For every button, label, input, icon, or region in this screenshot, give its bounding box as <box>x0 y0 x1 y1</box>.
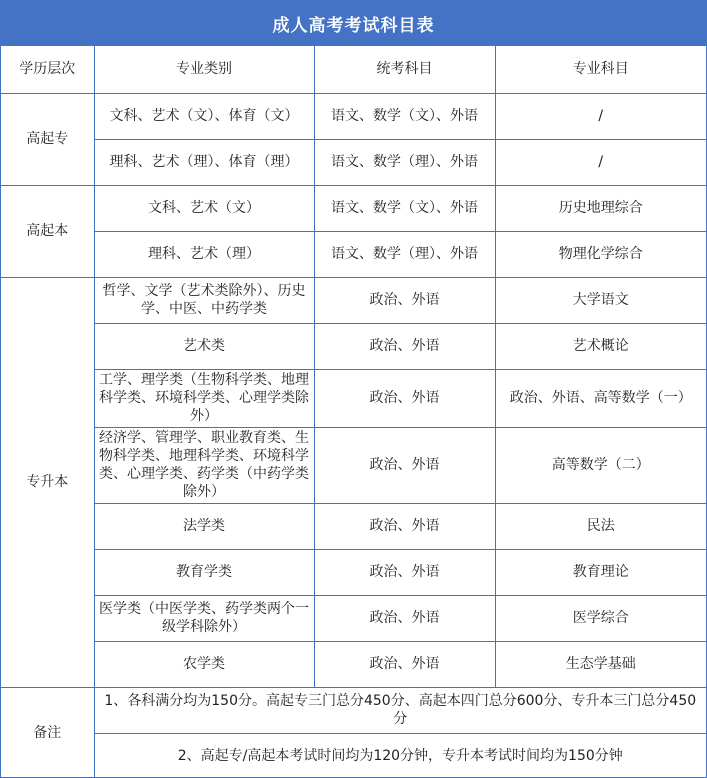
unified-cell: 政治、外语 <box>314 549 495 595</box>
level-cell: 专升本 <box>1 277 94 687</box>
major-cell: 艺术概论 <box>495 323 706 369</box>
category-cell: 文科、艺术（文）、体育（文） <box>94 93 314 139</box>
unified-cell: 政治、外语 <box>314 641 495 687</box>
category-cell: 理科、艺术（理）、体育（理） <box>94 139 314 185</box>
header-row <box>1 46 706 93</box>
table-row <box>1 323 706 369</box>
category-cell: 经济学、管理学、职业教育类、生物科学类、地理科学类、环境科学类、心理学类、药学类（中药学类除外） <box>94 427 314 503</box>
unified-cell: 政治、外语 <box>314 595 495 641</box>
major-cell: 医学综合 <box>495 595 706 641</box>
unified-cell: 语文、数学（文）、外语 <box>314 93 495 139</box>
notes-row <box>1 687 706 733</box>
table-row <box>1 595 706 641</box>
major-cell: 物理化学综合 <box>495 231 706 277</box>
major-cell: 大学语文 <box>495 277 706 323</box>
unified-cell: 政治、外语 <box>314 427 495 503</box>
major-cell: 教育理论 <box>495 549 706 595</box>
table-row <box>1 231 706 277</box>
major-cell: 政治、外语、高等数学（一） <box>495 369 706 427</box>
unified-cell: 政治、外语 <box>314 323 495 369</box>
category-cell: 医学类（中医学类、药学类两个一级学科除外） <box>94 595 314 641</box>
table-row <box>1 277 706 323</box>
table-row <box>1 641 706 687</box>
unified-cell: 政治、外语 <box>314 369 495 427</box>
category-cell: 哲学、文学（艺术类除外）、历史学、中医、中药学类 <box>94 277 314 323</box>
major-cell: 高等数学（二） <box>495 427 706 503</box>
level-cell: 高起本 <box>1 185 94 277</box>
table-title: 成人高考考试科目表 <box>1 1 706 46</box>
unified-cell: 语文、数学（文）、外语 <box>314 185 495 231</box>
unified-cell: 政治、外语 <box>314 277 495 323</box>
table-row <box>1 93 706 139</box>
category-cell: 工学、理学类（生物科学类、地理科学类、环境科学类、心理学类除外） <box>94 369 314 427</box>
category-cell: 法学类 <box>94 503 314 549</box>
notes-row <box>1 733 706 778</box>
subjects-table <box>1 46 706 778</box>
category-cell: 教育学类 <box>94 549 314 595</box>
major-cell: 历史地理综合 <box>495 185 706 231</box>
header-level: 学历层次 <box>1 46 94 93</box>
major-cell: / <box>495 93 706 139</box>
table-row <box>1 427 706 503</box>
header-unified-subjects: 统考科目 <box>314 46 495 93</box>
category-cell: 农学类 <box>94 641 314 687</box>
header-major-subjects: 专业科目 <box>495 46 706 93</box>
note-item: 2、高起专/高起本考试时间均为120分钟，专升本考试时间均为150分钟 <box>94 733 706 778</box>
category-cell: 艺术类 <box>94 323 314 369</box>
table-row <box>1 503 706 549</box>
header-category: 专业类别 <box>94 46 314 93</box>
category-cell: 理科、艺术（理） <box>94 231 314 277</box>
major-cell: 民法 <box>495 503 706 549</box>
unified-cell: 语文、数学（理）、外语 <box>314 231 495 277</box>
table-row <box>1 139 706 185</box>
table-row <box>1 369 706 427</box>
notes-label: 备注 <box>1 687 94 778</box>
unified-cell: 政治、外语 <box>314 503 495 549</box>
major-cell: / <box>495 139 706 185</box>
level-cell: 高起专 <box>1 93 94 185</box>
note-item: 1、各科满分均为150分。高起专三门总分450分、高起本四门总分600分、专升本三门总分450分 <box>94 687 706 733</box>
category-cell: 文科、艺术（文） <box>94 185 314 231</box>
table-row <box>1 185 706 231</box>
unified-cell: 语文、数学（理）、外语 <box>314 139 495 185</box>
table-row <box>1 549 706 595</box>
major-cell: 生态学基础 <box>495 641 706 687</box>
